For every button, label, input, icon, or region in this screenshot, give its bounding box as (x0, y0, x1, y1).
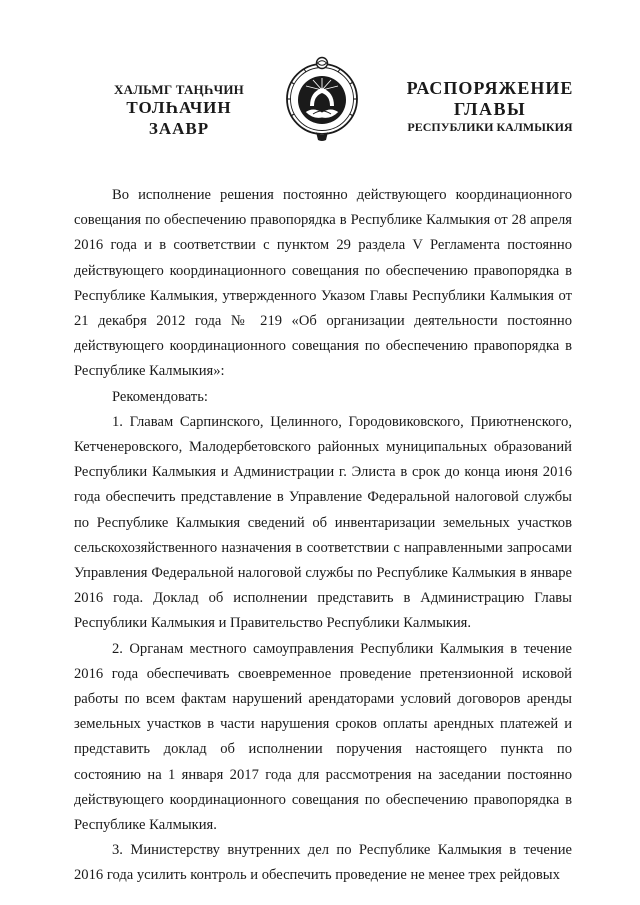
item-3-paragraph: 3. Министерству внутренних дел по Республике Калмыкия в течение 2016 года усилить контроль и обеспечить проведение не менее трех рейдовых (74, 842, 572, 884)
issuer-title: ГЛАВЫ (453, 99, 527, 119)
preamble-paragraph: Во исполнение решения постоянно действующего координационного совещания по обеспечению правопорядка в Республике Калмыкия от 28 апреля 2016 года и в соответствии с пунктом 29 раздела V Регламента постоянно действующего координационного совещания по обеспечению правопорядка в Республике Калмыкия, утвержденного Указом Главы Республики Калмыкия от 21 декабря 2012 года № 219 «Об организации деятельности постоянно действующего координационного совещания по обеспечению правопорядка в Республике Калмыкия»: (74, 187, 572, 380)
kalmyk-header-line-3: ЗААВР (148, 119, 210, 138)
kalmyk-header-line-1: ХАЛЬМГ ТАҢҺЧИН (114, 82, 244, 97)
document-body (74, 183, 572, 889)
kalmyk-header (106, 82, 252, 139)
coat-of-arms-icon (283, 54, 361, 144)
kalmyk-header-line-2: ТОЛҺАЧИН (126, 98, 232, 117)
document-type-title: РАСПОРЯЖЕНИЕ (406, 78, 574, 98)
issuer-region: РЕСПУБЛИКИ КАЛМЫКИЯ (407, 120, 573, 134)
russian-header (400, 78, 580, 135)
recommend-heading: Рекомендовать: (112, 388, 208, 405)
item-2-paragraph: 2. Органам местного самоуправления Республики Калмыкия в течение 2016 года обеспечивать своевременное проведение претензионной исковой работы по всем фактам нарушений арендаторами условий договоров аренды земельных участков в части нарушения сроков оплаты арендных платежей и представить доклад об исполнении поручения настоящего пункта по состоянию на 1 января 2017 года для рассмотрения на заседании постоянно действующего координационного совещания по обеспечению правопорядка в Республике Калмыкия. (74, 640, 572, 834)
item-1-paragraph: 1. Главам Сарпинского, Целинного, Городовиковского, Приютненского, Кетченеровского, Малодербетовского районных муниципальных образований Республики Калмыкия и Администрации г. Элиста в срок до конца июня 2016 года обеспечить представление в Управление Федеральной налоговой службы по Республике Калмыкия сведений об инвентаризации земельных участков сельскохозяйственного назначения в соответствии с направленными запросами Управления Федеральной налоговой службы по Республике Калмыкия в январе 2016 года. Доклад об исполнении представить в Администрацию Главы Республики Калмыкия и Правительство Республики Калмыкия. (74, 413, 572, 632)
